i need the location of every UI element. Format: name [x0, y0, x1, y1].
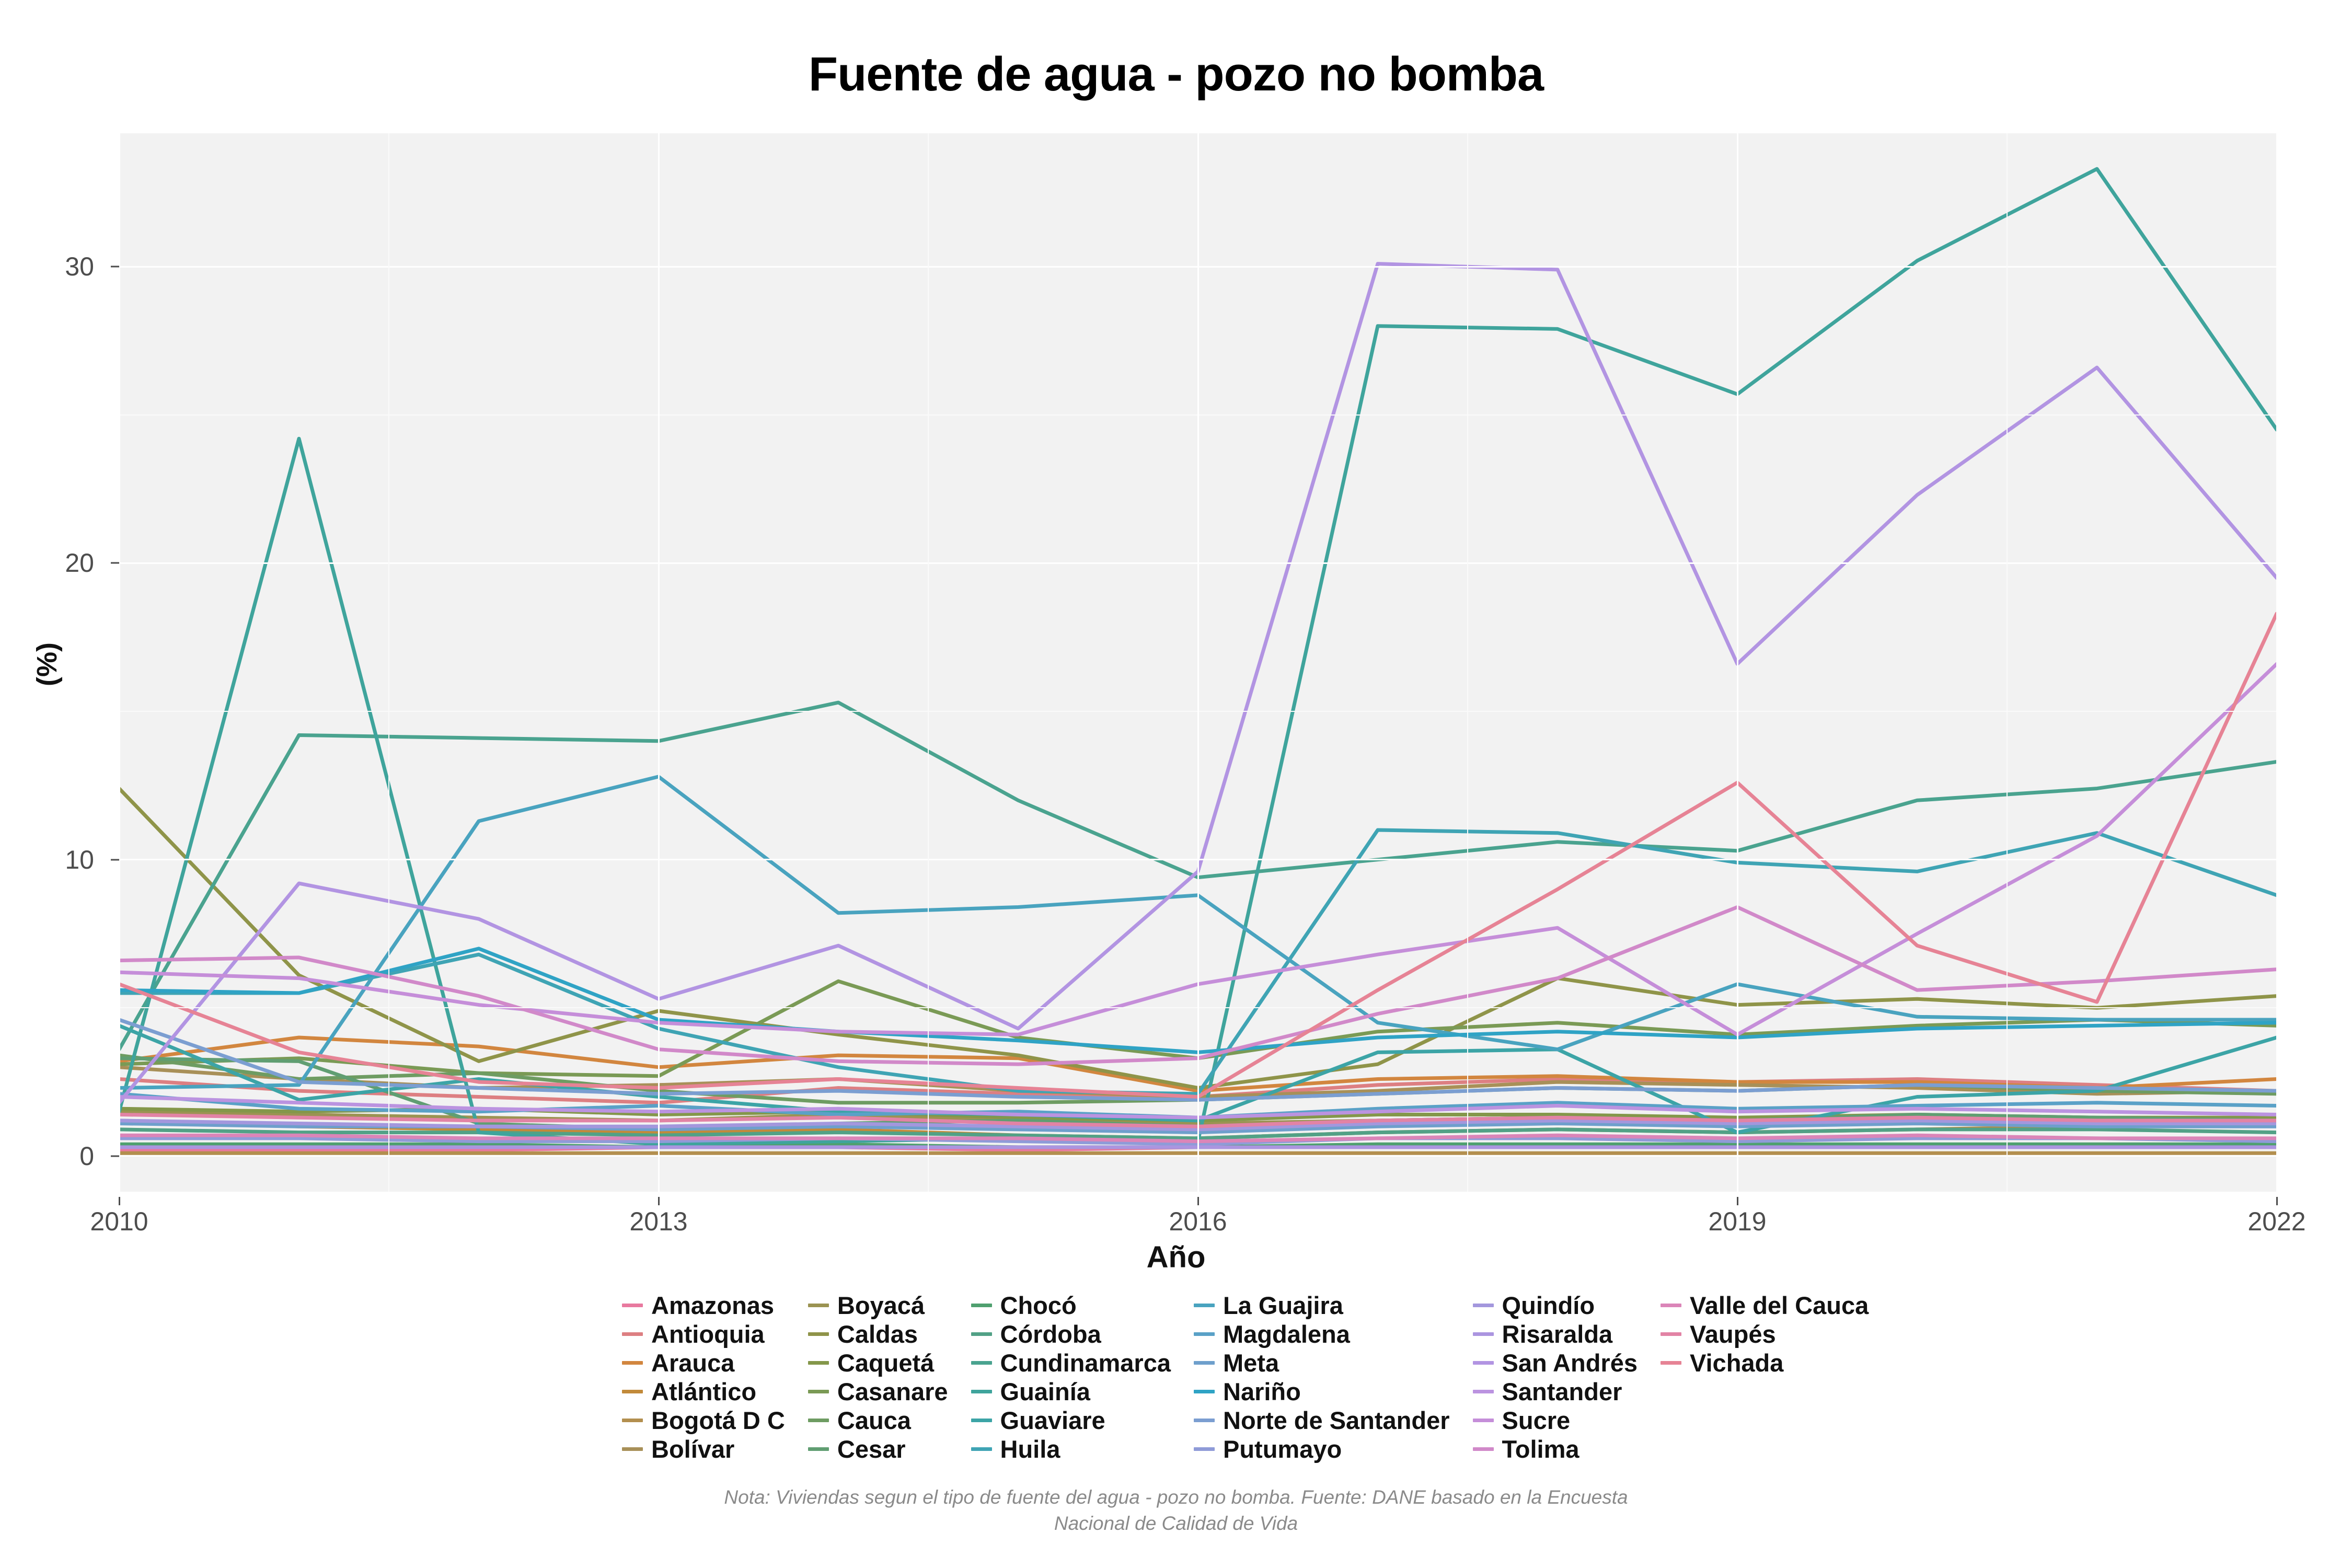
- legend-item[interactable]: [971, 1320, 1171, 1348]
- gridline-vertical-minor: [388, 133, 389, 1192]
- legend-item[interactable]: [808, 1435, 948, 1463]
- legend-label: Arauca: [651, 1349, 735, 1377]
- legend-item[interactable]: [1473, 1320, 1638, 1348]
- legend-item[interactable]: [1473, 1435, 1638, 1463]
- legend-item[interactable]: [1194, 1291, 1450, 1320]
- legend-key-icon: [622, 1304, 643, 1307]
- gridline-vertical: [2276, 133, 2278, 1192]
- legend-key-icon: [1661, 1304, 1681, 1307]
- legend-key-icon: [622, 1447, 643, 1451]
- legend-label: Córdoba: [1000, 1320, 1101, 1348]
- legend-key-icon: [1473, 1419, 1494, 1422]
- legend-key-icon: [1661, 1332, 1681, 1336]
- legend-key-icon: [1473, 1332, 1494, 1336]
- legend-item[interactable]: [1194, 1406, 1450, 1435]
- legend-item[interactable]: [808, 1348, 948, 1377]
- legend-item[interactable]: [622, 1406, 785, 1435]
- y-tick-label: 0: [79, 1141, 94, 1171]
- x-tick-mark: [658, 1197, 660, 1205]
- chart-caption: [0, 1484, 2352, 1537]
- legend-key-icon: [808, 1332, 829, 1336]
- legend-item[interactable]: [1473, 1377, 1638, 1406]
- legend-label: Chocó: [1000, 1292, 1077, 1319]
- legend-key-icon: [622, 1419, 643, 1422]
- gridline-vertical-minor: [2007, 133, 2008, 1192]
- legend-key-icon: [1661, 1361, 1681, 1365]
- legend-item[interactable]: [808, 1406, 948, 1435]
- legend-key-icon: [971, 1447, 992, 1451]
- legend-key-icon: [622, 1361, 643, 1365]
- legend-item[interactable]: [1661, 1320, 1869, 1348]
- gridline-vertical: [1737, 133, 1738, 1192]
- legend-label: Cauca: [837, 1406, 911, 1434]
- legend-label: Valle del Cauca: [1690, 1292, 1869, 1319]
- legend-key-icon: [1473, 1447, 1494, 1451]
- legend-label: Tolima: [1502, 1435, 1579, 1463]
- legend-item[interactable]: [1473, 1291, 1638, 1320]
- legend-key-icon: [1194, 1390, 1215, 1393]
- caption-line-2: Nacional de Calidad de Vida: [1054, 1512, 1298, 1534]
- y-tick-label: 10: [65, 845, 94, 874]
- legend-item[interactable]: [808, 1320, 948, 1348]
- legend-label: Boyacá: [837, 1292, 925, 1319]
- legend-item[interactable]: [1194, 1377, 1450, 1406]
- y-tick-mark: [111, 266, 119, 268]
- x-axis-label: Año: [1146, 1240, 1206, 1274]
- legend-key-icon: [971, 1332, 992, 1336]
- legend-label: Guainía: [1000, 1378, 1090, 1405]
- legend-key-icon: [971, 1304, 992, 1307]
- x-tick-label: 2013: [629, 1207, 688, 1236]
- y-tick-mark: [111, 1155, 119, 1157]
- legend-label: Quindío: [1502, 1292, 1595, 1319]
- x-tick-mark: [1197, 1197, 1199, 1205]
- legend-key-icon: [1194, 1447, 1215, 1451]
- page-title: Fuente de agua - pozo no bomba: [808, 48, 1544, 101]
- x-tick-label: 2019: [1708, 1207, 1767, 1236]
- x-tick-label: 2016: [1169, 1207, 1227, 1236]
- legend-key-icon: [971, 1390, 992, 1393]
- legend-label: Risaralda: [1502, 1320, 1613, 1348]
- legend-key-icon: [1473, 1361, 1494, 1365]
- legend-item[interactable]: [1194, 1320, 1450, 1348]
- legend-label: Cesar: [837, 1435, 906, 1463]
- legend-item[interactable]: [1473, 1348, 1638, 1377]
- y-tick-label: 30: [65, 252, 94, 282]
- legend-item[interactable]: [622, 1377, 785, 1406]
- legend-label: Norte de Santander: [1223, 1406, 1450, 1434]
- caption-line-1: Nota: Viviendas segun el tipo de fuente del agua - pozo no bomba. Fuente: DANE basado en la Encuesta: [724, 1486, 1628, 1508]
- legend-item[interactable]: [622, 1435, 785, 1463]
- gridline-vertical-minor: [928, 133, 929, 1192]
- legend-key-icon: [808, 1447, 829, 1451]
- legend-label: Amazonas: [651, 1292, 775, 1319]
- x-tick-mark: [119, 1197, 120, 1205]
- x-tick-label: 2010: [90, 1207, 148, 1236]
- legend-label: Caquetá: [837, 1349, 935, 1377]
- legend-item[interactable]: [622, 1348, 785, 1377]
- legend-item[interactable]: [971, 1291, 1171, 1320]
- plot-panel: [119, 133, 2277, 1192]
- y-axis-label: (%): [31, 642, 63, 686]
- legend-item[interactable]: [1661, 1291, 1869, 1320]
- legend-label: Cundinamarca: [1000, 1349, 1171, 1377]
- legend-key-icon: [808, 1304, 829, 1307]
- legend-label: Putumayo: [1223, 1435, 1342, 1463]
- gridline-vertical-minor: [1467, 133, 1468, 1192]
- legend-key-icon: [808, 1390, 829, 1393]
- legend-label: Guaviare: [1000, 1406, 1105, 1434]
- x-tick-mark: [1737, 1197, 1738, 1205]
- legend-item[interactable]: [1661, 1348, 1869, 1377]
- legend-label: Nariño: [1223, 1378, 1301, 1405]
- legend-label: Bolívar: [651, 1435, 735, 1463]
- legend-label: San Andrés: [1502, 1349, 1638, 1377]
- legend-label: Casanare: [837, 1378, 948, 1405]
- legend-label: Vaupés: [1690, 1320, 1776, 1348]
- legend-item[interactable]: [1194, 1348, 1450, 1377]
- legend-key-icon: [1473, 1304, 1494, 1307]
- legend-key-icon: [622, 1390, 643, 1393]
- legend-key-icon: [1194, 1361, 1215, 1365]
- legend-item[interactable]: [1473, 1406, 1638, 1435]
- legend-label: Bogotá D C: [651, 1406, 785, 1434]
- legend-label: Vichada: [1690, 1349, 1784, 1377]
- legend-key-icon: [971, 1419, 992, 1422]
- legend-label: Sucre: [1502, 1406, 1571, 1434]
- legend-item[interactable]: [971, 1435, 1171, 1463]
- legend-key-icon: [1473, 1390, 1494, 1393]
- legend-label: Caldas: [837, 1320, 918, 1348]
- legend-label: Santander: [1502, 1378, 1622, 1405]
- legend: [622, 1291, 1869, 1463]
- legend-key-icon: [622, 1332, 643, 1336]
- legend-label: La Guajira: [1223, 1292, 1343, 1319]
- legend-label: Atlántico: [651, 1378, 757, 1405]
- legend-key-icon: [1194, 1332, 1215, 1336]
- legend-item[interactable]: [971, 1377, 1171, 1406]
- legend-key-icon: [971, 1361, 992, 1365]
- legend-item[interactable]: [808, 1377, 948, 1406]
- y-tick-mark: [111, 859, 119, 860]
- x-tick-label: 2022: [2247, 1207, 2306, 1236]
- gridline-vertical: [658, 133, 660, 1192]
- legend-item[interactable]: [971, 1348, 1171, 1377]
- legend-item[interactable]: [808, 1291, 948, 1320]
- legend-item[interactable]: [1194, 1435, 1450, 1463]
- legend-key-icon: [1194, 1304, 1215, 1307]
- legend-item[interactable]: [971, 1406, 1171, 1435]
- y-tick-mark: [111, 562, 119, 564]
- x-axis: [90, 1197, 2306, 1239]
- y-tick-label: 20: [65, 548, 94, 578]
- legend-label: Huila: [1000, 1435, 1060, 1463]
- gridline-vertical: [1197, 133, 1199, 1192]
- legend-label: Magdalena: [1223, 1320, 1350, 1348]
- legend-key-icon: [1194, 1419, 1215, 1422]
- legend-label: Meta: [1223, 1349, 1279, 1377]
- legend-item[interactable]: [622, 1320, 785, 1348]
- legend-key-icon: [808, 1419, 829, 1422]
- legend-item[interactable]: [622, 1291, 785, 1320]
- gridline-vertical: [119, 133, 120, 1192]
- x-tick-mark: [2276, 1197, 2278, 1205]
- legend-label: Antioquia: [651, 1320, 765, 1348]
- legend-key-icon: [808, 1361, 829, 1365]
